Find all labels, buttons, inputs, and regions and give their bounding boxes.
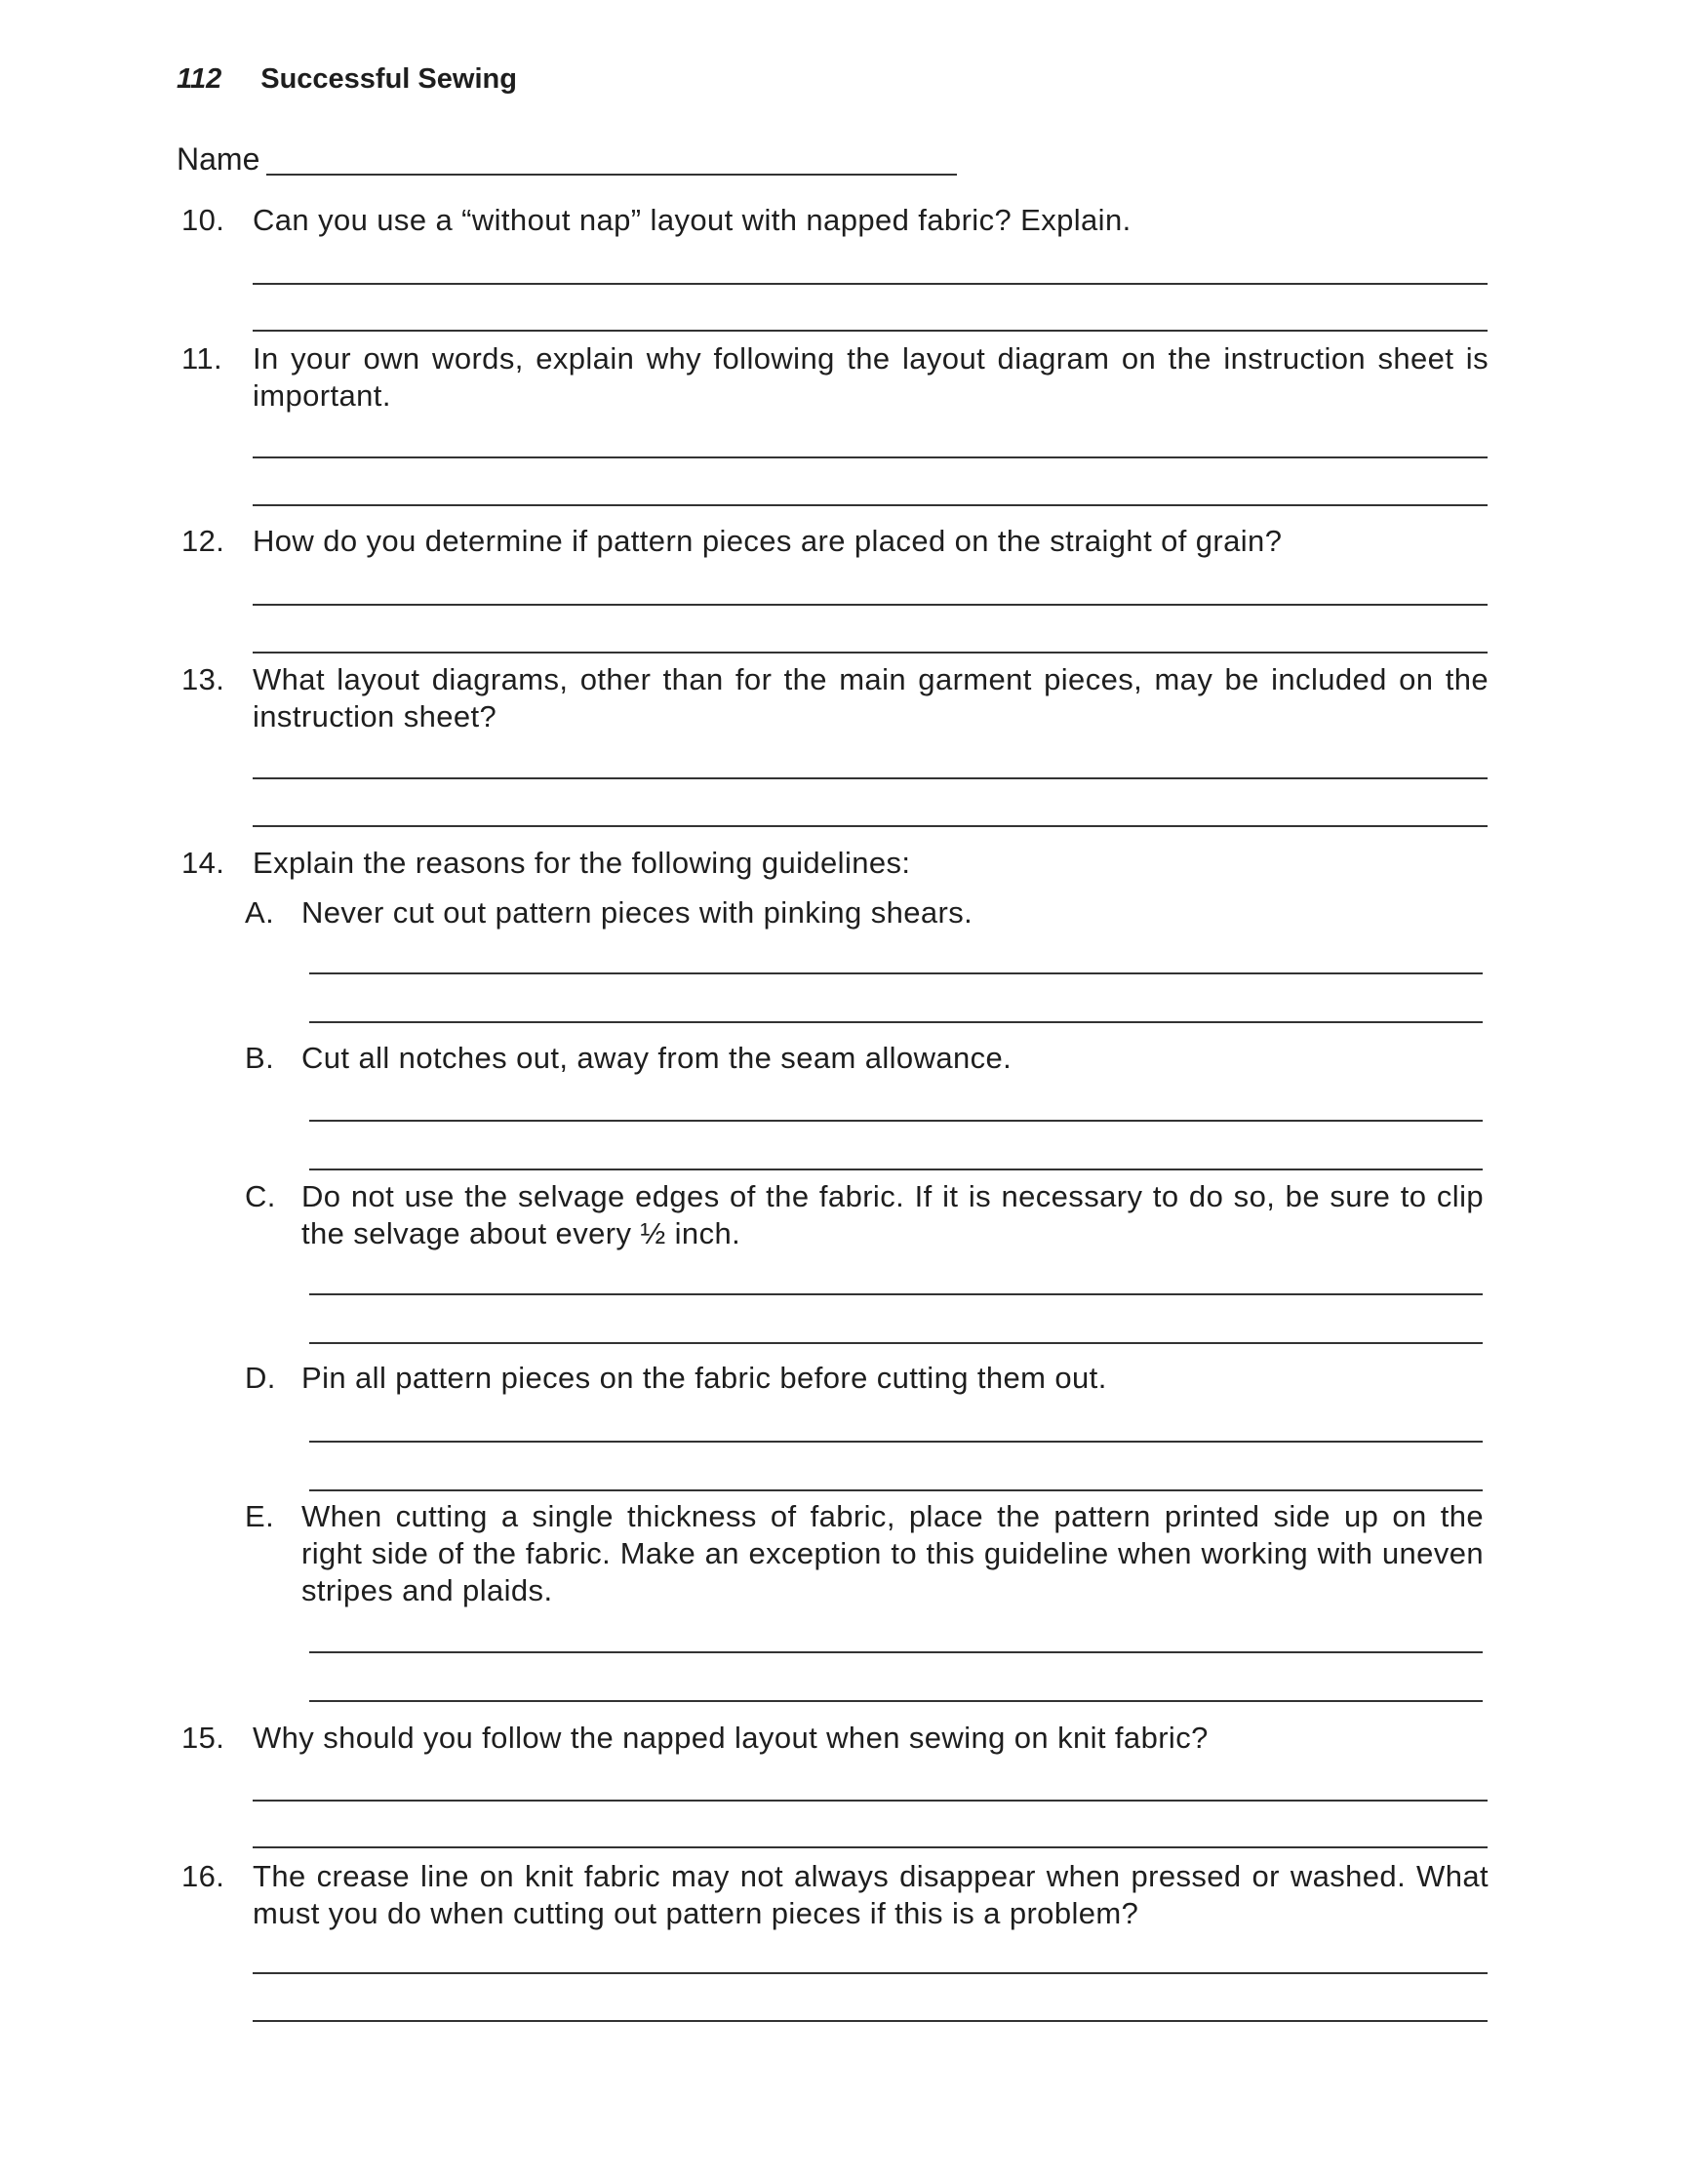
answer-line[interactable] bbox=[309, 1120, 1483, 1122]
answer-line[interactable] bbox=[309, 1293, 1483, 1295]
answer-line[interactable] bbox=[253, 825, 1488, 827]
answer-line[interactable] bbox=[253, 330, 1488, 332]
name-field[interactable] bbox=[177, 141, 957, 180]
answer-line[interactable] bbox=[253, 604, 1488, 606]
answer-line[interactable] bbox=[309, 1342, 1483, 1344]
page-number: 112 bbox=[177, 63, 222, 95]
answer-line[interactable] bbox=[253, 1800, 1488, 1802]
question-number: 12. bbox=[181, 524, 225, 558]
guideline-letter: D. bbox=[245, 1361, 276, 1395]
answer-line[interactable] bbox=[253, 2020, 1488, 2022]
name-input-line[interactable] bbox=[266, 174, 957, 176]
answer-line[interactable] bbox=[309, 1021, 1483, 1023]
question-text: What layout diagrams, other than for the main garment pieces, may be included on the instruction sheet? bbox=[253, 662, 1489, 733]
question-number: 10. bbox=[181, 203, 225, 237]
guideline-text: Do not use the selvage edges of the fabric. If it is necessary to do so, be sure to clip the selvage about every ½ inch. bbox=[301, 1179, 1484, 1250]
question-number: 13. bbox=[181, 662, 225, 696]
guideline-text: Pin all pattern pieces on the fabric before cutting them out. bbox=[301, 1361, 1107, 1395]
page-header bbox=[177, 63, 517, 96]
guideline-letter: A. bbox=[245, 895, 275, 930]
guideline-letter: C. bbox=[245, 1179, 276, 1213]
guideline-text: Never cut out pattern pieces with pinking shears. bbox=[301, 895, 973, 930]
book-title: Successful Sewing bbox=[260, 63, 517, 95]
question-text: The crease line on knit fabric may not always disappear when pressed or washed. What must you do when cutting out pattern pieces if this is a problem? bbox=[253, 1859, 1489, 1930]
name-label: Name bbox=[177, 141, 260, 177]
guideline-text: Cut all notches out, away from the seam allowance. bbox=[301, 1041, 1013, 1075]
answer-line[interactable] bbox=[253, 456, 1488, 458]
question-number: 15. bbox=[181, 1721, 225, 1755]
answer-line[interactable] bbox=[253, 283, 1488, 285]
answer-line[interactable] bbox=[253, 1972, 1488, 1974]
answer-line[interactable] bbox=[309, 1489, 1483, 1491]
question-number: 11. bbox=[181, 341, 222, 376]
guideline-text: When cutting a single thickness of fabric, place the pattern printed side up on the right side of the fabric. Make an exception to this guideline when working with uneven stripes and plaids. bbox=[301, 1499, 1484, 1607]
answer-line[interactable] bbox=[253, 652, 1488, 654]
question-text: Why should you follow the napped layout when sewing on knit fabric? bbox=[253, 1721, 1209, 1755]
answer-line[interactable] bbox=[253, 1846, 1488, 1848]
answer-line[interactable] bbox=[253, 504, 1488, 506]
question-text: How do you determine if pattern pieces are placed on the straight of grain? bbox=[253, 524, 1283, 558]
guideline-letter: B. bbox=[245, 1041, 275, 1075]
question-number: 14. bbox=[181, 846, 225, 880]
answer-line[interactable] bbox=[253, 777, 1488, 779]
question-text: In your own words, explain why following the layout diagram on the instruction sheet is important. bbox=[253, 341, 1489, 413]
answer-line[interactable] bbox=[309, 1651, 1483, 1653]
answer-line[interactable] bbox=[309, 972, 1483, 974]
answer-line[interactable] bbox=[309, 1700, 1483, 1702]
answer-line[interactable] bbox=[309, 1169, 1483, 1170]
question-text: Can you use a “without nap” layout with napped fabric? Explain. bbox=[253, 203, 1132, 237]
question-number: 16. bbox=[181, 1859, 225, 1893]
answer-line[interactable] bbox=[309, 1441, 1483, 1443]
guideline-letter: E. bbox=[245, 1499, 275, 1533]
question-text: Explain the reasons for the following guidelines: bbox=[253, 846, 911, 880]
